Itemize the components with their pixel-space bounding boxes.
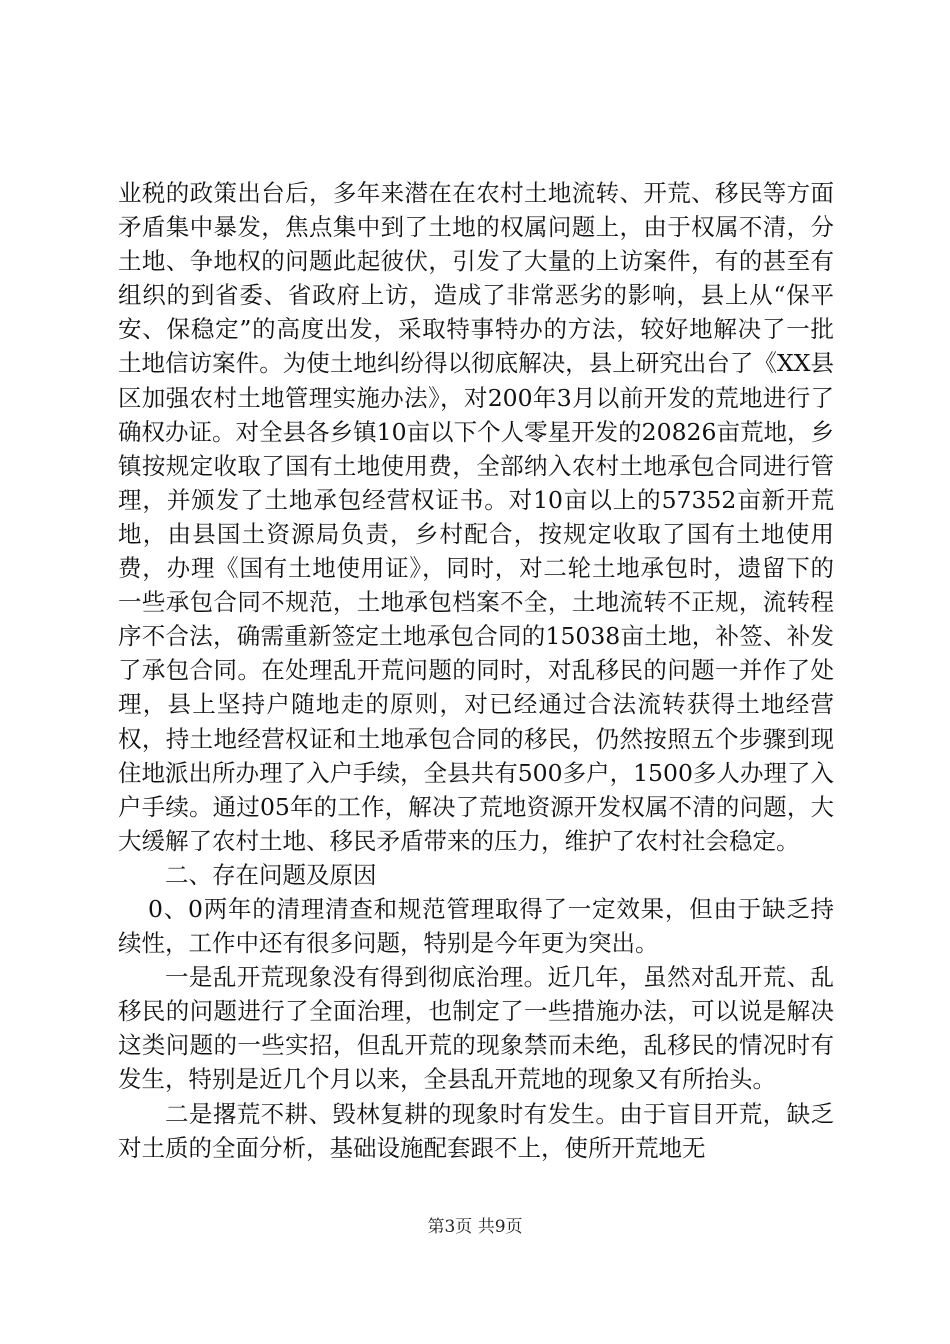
paragraph-continuation: 业税的政策出台后，多年来潜在在农村土地流转、开荒、移民等方面矛盾集中暴发，焦点集中到了土地的权属问题上，由于权属不清，分土地、争地权的问题此起彼伏，引发了大量的上访案件，有的甚至有组织的到省委、省政府上访，造成了非常恶劣的影响，县上从“保平安、保稳定”的高度出发，采取特事特办的方法，较好地解决了一批土地信访案件。为使土地纠纷得以彻底解决，县上研究出台了《XX县区加强农村土地管理实施办法》，对200年3月以前开发的荒地进行了确权办证。对全县各乡镇10亩以下个人零星开发的20826亩荒地，乡镇按规定收取了国有土地使用费，全部纳入农村土地承包合同进行管理，并颁发了土地承包经营权证书。对10亩以上的57352亩新开荒地，由县国土资源局负责，乡村配合，按规定收取了国有土地使用费，办理《国有土地使用证》，同时，对二轮土地承包时，遗留下的一些承包合同不规范，土地承包档案不全，土地流转不正规，流转程序不合法，确需重新签定土地承包合同的15038亩土地，补签、补发了承包合同。在处理乱开荒问题的同时，对乱移民的问题一并作了处理，县上坚持户随地走的原则，对已经通过合法流转获得土地经营权，持土地经营权证和土地承包合同的移民，仍然按照五个步骤到现住地派出所办理了入户手续，全县共有500多户，1500多人办理了入户手续。通过05年的工作，解决了荒地资源开发权属不清的问题，大大缓解了农村土地、移民矛盾带来的压力，维护了农村社会稳定。 [118, 179, 834, 855]
paragraph-summary: 0、0两年的清理清查和规范管理取得了一定效果，但由于缺乏持续性，工作中还有很多问题，特别是今年更为突出。 [118, 894, 834, 958]
paragraph-issue-two: 二是撂荒不耕、毁林复耕的现象时有发生。由于盲目开荒，缺乏对土质的全面分析，基础设施配套跟不上，使所开荒地无 [118, 1099, 834, 1162]
section-heading: 二、存在问题及原因 [165, 860, 377, 889]
document-body [118, 176, 834, 1165]
page-footer: 第3页 共9页 [427, 1217, 523, 1237]
paragraph-issue-one: 一是乱开荒现象没有得到彻底治理。近几年，虽然对乱开荒、乱移民的问题进行了全面治理，也制定了一些措施办法，可以说是解决这类问题的一些实招，但乱开荒的现象禁而未绝，乱移民的情况时有发生，特别是近几个月以来，全县乱开荒地的现象又有所抬头。 [118, 963, 834, 1094]
